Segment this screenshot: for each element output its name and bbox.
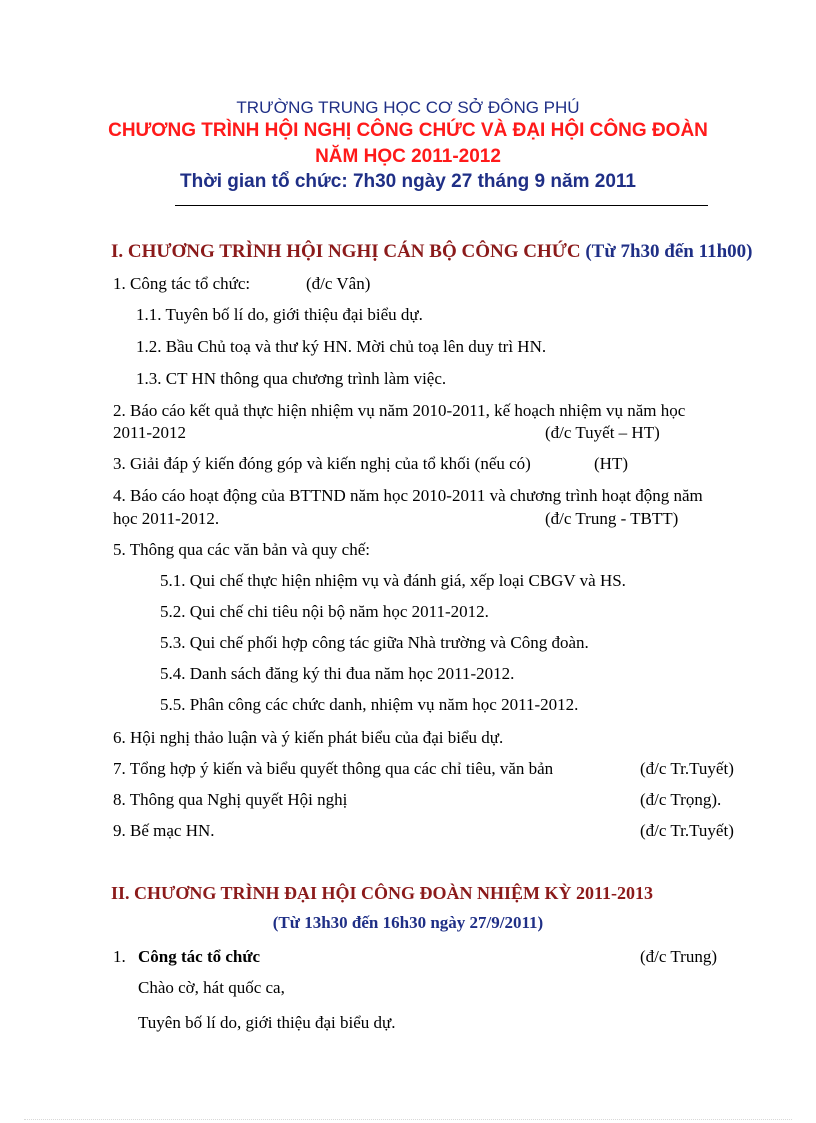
item-1-2: 1.2. Bầu Chủ toạ và thư ký HN. Mời chủ toạ lên duy trì HN. — [136, 337, 547, 356]
section1-title: I. CHƯƠNG TRÌNH HỘI NGHỊ CÁN BỘ CÔNG CHỨC — [111, 241, 581, 262]
school-name: TRƯỜNG TRUNG HỌC CƠ SỞ ĐÔNG PHÚ — [236, 98, 580, 117]
school-year: NĂM HỌC 2011-2012 — [315, 146, 501, 167]
item-9: 9. Bế mạc HN. — [113, 821, 215, 840]
s2-item-1-number: 1. — [113, 947, 126, 966]
item-1: 1. Công tác tổ chức: — [113, 274, 251, 293]
item-5-4: 5.4. Danh sách đăng ký thi đua năm học 2011-2012. — [160, 664, 515, 683]
item-2-owner: (đ/c Tuyết – HT) — [545, 423, 660, 442]
section1-time: (Từ 7h30 đến 11h00) — [585, 241, 753, 262]
item-6: 6. Hội nghị thảo luận và ý kiến phát biểu của đại biểu dự. — [113, 728, 504, 747]
item-9-owner: (đ/c Tr.Tuyết) — [640, 821, 734, 840]
section2-time: (Từ 13h30 đến 16h30 ngày 27/9/2011) — [272, 913, 544, 932]
item-7: 7. Tổng hợp ý kiến và biểu quyết thông qua các chỉ tiêu, văn bản — [113, 759, 554, 778]
item-4-owner: (đ/c Trung - TBTT) — [545, 509, 679, 528]
section2-title: II. CHƯƠNG TRÌNH ĐẠI HỘI CÔNG ĐOÀN NHIỆM KỲ 2011-2013 — [111, 883, 654, 903]
item-4-line1: 4. Báo cáo hoạt động của BTTND năm học 2010-2011 và chương trình hoạt động năm — [113, 486, 703, 505]
item-2-line2: 2011-2012 — [113, 423, 187, 442]
item-5-1: 5.1. Qui chế thực hiện nhiệm vụ và đánh giá, xếp loại CBGV và HS. — [160, 571, 626, 590]
item-8: 8. Thông qua Nghị quyết Hội nghị — [113, 790, 348, 809]
item-5-3: 5.3. Qui chế phối hợp công tác giữa Nhà trường và Công đoàn. — [160, 633, 589, 652]
s2-item-1-b: Tuyên bố lí do, giới thiệu đại biểu dự. — [138, 1013, 396, 1032]
item-3-owner: (HT) — [594, 454, 628, 473]
item-5: 5. Thông qua các văn bản và quy chế: — [113, 540, 370, 559]
page-bottom-border — [24, 1119, 792, 1120]
item-1-3: 1.3. CT HN thông qua chương trình làm việc. — [136, 369, 447, 388]
item-5-5: 5.5. Phân công các chức danh, nhiệm vụ năm học 2011-2012. — [160, 695, 579, 714]
item-2-line1: 2. Báo cáo kết quả thực hiện nhiệm vụ năm 2010-2011, kế hoạch nhiệm vụ năm học — [113, 401, 686, 420]
item-1-owner: (đ/c Vân) — [306, 274, 371, 293]
header-divider — [175, 205, 708, 206]
event-time: Thời gian tổ chức: 7h30 ngày 27 tháng 9 năm 2011 — [180, 171, 636, 192]
program-title: CHƯƠNG TRÌNH HỘI NGHỊ CÔNG CHỨC VÀ ĐẠI HỘI CÔNG ĐOÀN — [108, 120, 708, 141]
item-8-owner: (đ/c Trọng). — [640, 790, 722, 809]
item-4-line2: học 2011-2012. — [113, 509, 220, 528]
s2-item-1-owner: (đ/c Trung) — [640, 947, 717, 966]
item-7-owner: (đ/c Tr.Tuyết) — [640, 759, 734, 778]
s2-item-1-a: Chào cờ, hát quốc ca, — [138, 978, 285, 997]
item-3: 3. Giải đáp ý kiến đóng góp và kiến nghị của tổ khối (nếu có) — [113, 454, 531, 473]
item-1-1: 1.1. Tuyên bố lí do, giới thiệu đại biểu dự. — [136, 305, 423, 324]
item-5-2: 5.2. Qui chế chi tiêu nội bộ năm học 2011-2012. — [160, 602, 489, 621]
s2-item-1: Công tác tổ chức — [138, 947, 261, 966]
section1-heading — [111, 241, 752, 263]
